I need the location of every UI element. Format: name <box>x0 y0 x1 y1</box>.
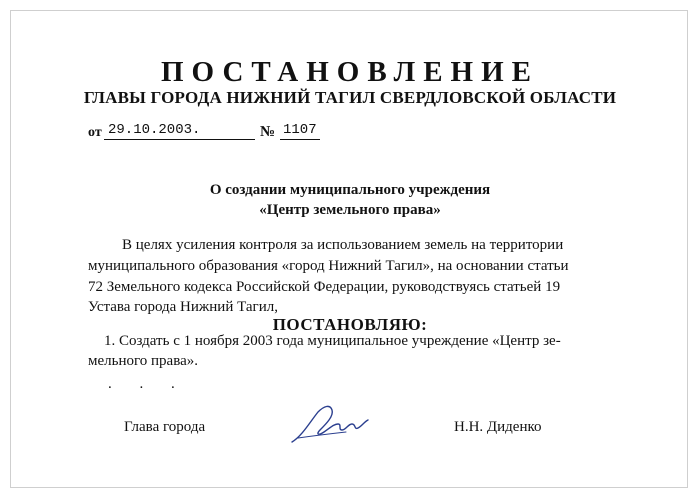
ellipsis: . . . <box>108 376 187 392</box>
item-line-1: 1. Создать с 1 ноября 2003 года муниципальное учреждение «Центр зе- <box>104 333 561 349</box>
document-title: ПОСТАНОВЛЕНИЕ <box>160 56 539 88</box>
body-line-4: Устава города Нижний Тагил, <box>88 299 278 315</box>
subject-line-2: «Центр земельного права» <box>259 202 441 218</box>
body-line-1: В целях усиления контроля за использованием земель на территории <box>122 237 564 253</box>
body-line-2: муниципального образования «город Нижний Тагил», на основании статьи <box>88 258 569 274</box>
decree-heading: ПОСТАНОВЛЯЮ: <box>272 315 428 334</box>
date-prefix: от <box>88 125 102 140</box>
body-line-3: 72 Земельного кодекса Российской Федерации, руководствуясь статьей 19 <box>88 279 561 295</box>
item-line-2: мельного права». <box>88 353 199 369</box>
document-date: 29.10.2003. <box>104 122 255 140</box>
signature-icon <box>288 398 370 450</box>
document-number: 1107 <box>280 122 320 140</box>
document-subtitle: ГЛАВЫ ГОРОДА НИЖНИЙ ТАГИЛ СВЕРДЛОВСКОЙ ОБЛАСТИ <box>83 88 617 107</box>
number-label: № <box>260 124 276 140</box>
subject-line-1: О создании муниципального учреждения <box>209 182 491 198</box>
signer-title: Глава города <box>124 419 206 435</box>
signer-name: Н.Н. Диденко <box>454 419 542 435</box>
